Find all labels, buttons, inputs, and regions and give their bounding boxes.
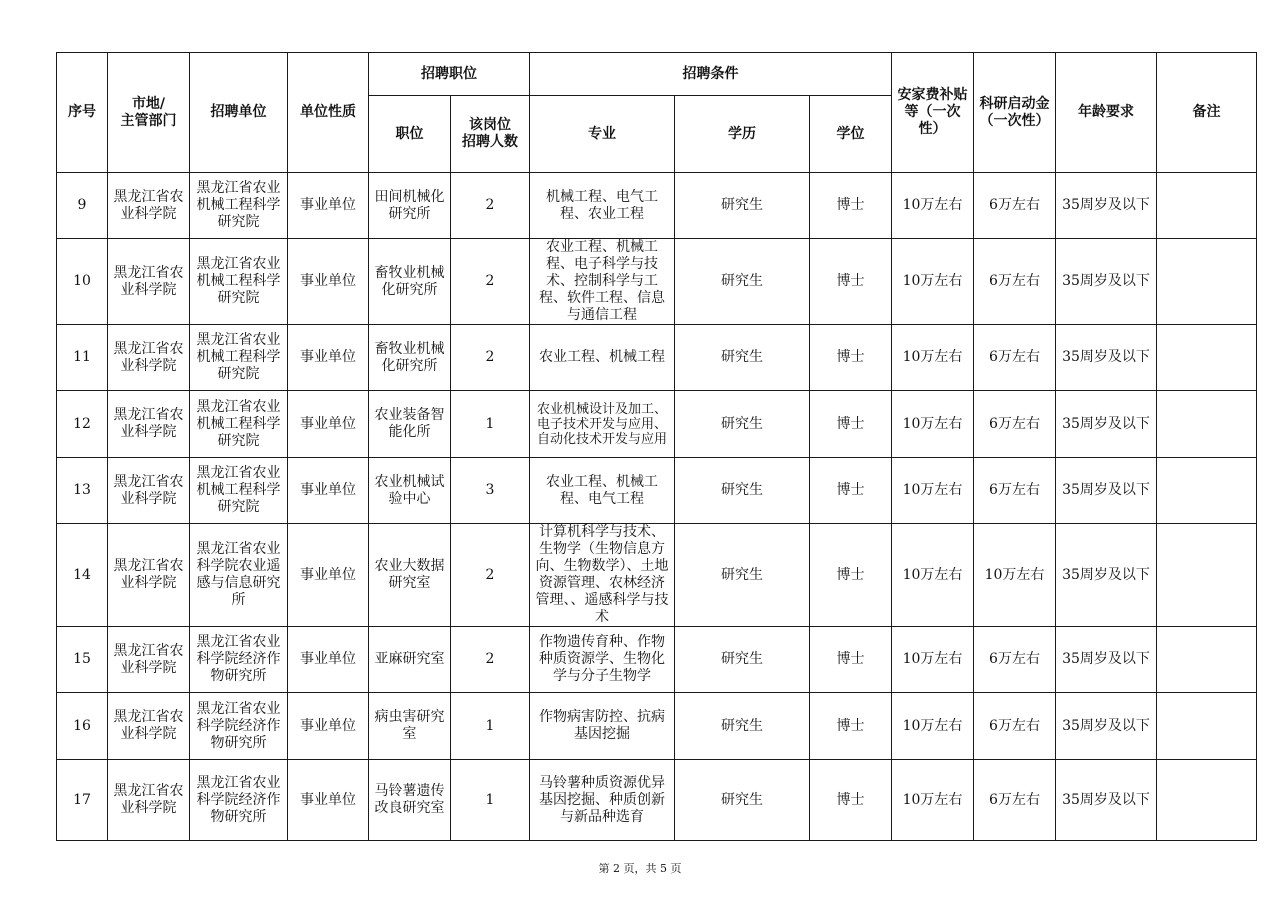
header-degree: 学位 bbox=[810, 96, 892, 173]
cell-degree: 博士 bbox=[810, 239, 892, 325]
cell-note bbox=[1157, 693, 1257, 760]
cell-note bbox=[1157, 239, 1257, 325]
cell-age: 35周岁及以下 bbox=[1056, 325, 1157, 391]
cell-position: 畜牧业机械化研究所 bbox=[369, 325, 451, 391]
cell-research: 6万左右 bbox=[974, 458, 1056, 524]
cell-nature: 事业单位 bbox=[288, 693, 369, 760]
table-row bbox=[57, 760, 1257, 841]
cell-education: 研究生 bbox=[675, 239, 810, 325]
cell-seq: 14 bbox=[57, 524, 108, 627]
cell-unit: 黑龙江省农业科学院经济作物研究所 bbox=[190, 627, 288, 693]
cell-note bbox=[1157, 627, 1257, 693]
cell-nature: 事业单位 bbox=[288, 173, 369, 239]
header-age: 年龄要求 bbox=[1056, 53, 1157, 173]
cell-nature: 事业单位 bbox=[288, 524, 369, 627]
cell-education: 研究生 bbox=[675, 693, 810, 760]
header-settle: 安家费补贴等（一次性） bbox=[892, 53, 974, 173]
cell-research: 6万左右 bbox=[974, 173, 1056, 239]
cell-unit: 黑龙江省农业科学院经济作物研究所 bbox=[190, 693, 288, 760]
cell-settle: 10万左右 bbox=[892, 391, 974, 458]
header-research: 科研启动金（一次性） bbox=[974, 53, 1056, 173]
cell-major: 马铃薯种质资源优异基因挖掘、种质创新与新品种选育 bbox=[530, 760, 675, 841]
cell-dept: 黑龙江省农业科学院 bbox=[108, 239, 190, 325]
cell-research: 10万左右 bbox=[974, 524, 1056, 627]
cell-research: 6万左右 bbox=[974, 239, 1056, 325]
cell-research: 6万左右 bbox=[974, 627, 1056, 693]
cell-age: 35周岁及以下 bbox=[1056, 239, 1157, 325]
cell-education: 研究生 bbox=[675, 524, 810, 627]
cell-seq: 11 bbox=[57, 325, 108, 391]
cell-nature: 事业单位 bbox=[288, 391, 369, 458]
cell-unit: 黑龙江省农业科学院经济作物研究所 bbox=[190, 760, 288, 841]
cell-nature: 事业单位 bbox=[288, 627, 369, 693]
cell-unit: 黑龙江省农业科学院农业遥感与信息研究所 bbox=[190, 524, 288, 627]
cell-degree: 博士 bbox=[810, 760, 892, 841]
cell-seq: 9 bbox=[57, 173, 108, 239]
table-row bbox=[57, 391, 1257, 458]
cell-nature: 事业单位 bbox=[288, 239, 369, 325]
cell-unit: 黑龙江省农业机械工程科学研究院 bbox=[190, 325, 288, 391]
cell-dept: 黑龙江省农业科学院 bbox=[108, 693, 190, 760]
cell-settle: 10万左右 bbox=[892, 173, 974, 239]
table-row bbox=[57, 173, 1257, 239]
header-count-label: 该岗位 招聘人数 bbox=[462, 117, 518, 150]
cell-position: 农业机械试验中心 bbox=[369, 458, 451, 524]
cell-seq: 17 bbox=[57, 760, 108, 841]
cell-count: 2 bbox=[451, 239, 530, 325]
header-major: 专业 bbox=[530, 96, 675, 173]
header-dept-label: 市地/ 主管部门 bbox=[120, 95, 177, 129]
cell-position: 畜牧业机械化研究所 bbox=[369, 239, 451, 325]
cell-seq: 10 bbox=[57, 239, 108, 325]
cell-dept: 黑龙江省农业科学院 bbox=[108, 458, 190, 524]
cell-seq: 13 bbox=[57, 458, 108, 524]
cell-major: 机械工程、电气工程、农业工程 bbox=[530, 173, 675, 239]
header-unit: 招聘单位 bbox=[190, 53, 288, 173]
cell-degree: 博士 bbox=[810, 524, 892, 627]
page-footer: 第 2 页，共 5 页 bbox=[598, 862, 682, 875]
cell-research: 6万左右 bbox=[974, 760, 1056, 841]
cell-settle: 10万左右 bbox=[892, 458, 974, 524]
cell-age: 35周岁及以下 bbox=[1056, 524, 1157, 627]
cell-settle: 10万左右 bbox=[892, 627, 974, 693]
header-position-group: 招聘职位 bbox=[369, 53, 530, 96]
cell-dept: 黑龙江省农业科学院 bbox=[108, 524, 190, 627]
cell-settle: 10万左右 bbox=[892, 760, 974, 841]
cell-count: 1 bbox=[451, 693, 530, 760]
cell-unit: 黑龙江省农业机械工程科学研究院 bbox=[190, 173, 288, 239]
cell-education: 研究生 bbox=[675, 325, 810, 391]
cell-seq: 15 bbox=[57, 627, 108, 693]
cell-position: 病虫害研究室 bbox=[369, 693, 451, 760]
cell-degree: 博士 bbox=[810, 693, 892, 760]
cell-age: 35周岁及以下 bbox=[1056, 391, 1157, 458]
cell-major: 作物病害防控、抗病基因挖掘 bbox=[530, 693, 675, 760]
cell-note bbox=[1157, 458, 1257, 524]
cell-count: 2 bbox=[451, 524, 530, 627]
cell-education: 研究生 bbox=[675, 627, 810, 693]
cell-position: 农业大数据研究室 bbox=[369, 524, 451, 627]
cell-major: 农业工程、机械工程、电子科学与技术、控制科学与工程、软件工程、信息与通信工程 bbox=[530, 239, 675, 325]
cell-settle: 10万左右 bbox=[892, 325, 974, 391]
cell-education: 研究生 bbox=[675, 458, 810, 524]
cell-count: 3 bbox=[451, 458, 530, 524]
table-row bbox=[57, 524, 1257, 627]
cell-position: 亚麻研究室 bbox=[369, 627, 451, 693]
cell-nature: 事业单位 bbox=[288, 325, 369, 391]
cell-age: 35周岁及以下 bbox=[1056, 458, 1157, 524]
cell-degree: 博士 bbox=[810, 458, 892, 524]
cell-dept: 黑龙江省农业科学院 bbox=[108, 173, 190, 239]
cell-count: 1 bbox=[451, 391, 530, 458]
cell-age: 35周岁及以下 bbox=[1056, 760, 1157, 841]
cell-age: 35周岁及以下 bbox=[1056, 627, 1157, 693]
cell-settle: 10万左右 bbox=[892, 524, 974, 627]
cell-nature: 事业单位 bbox=[288, 760, 369, 841]
cell-position: 田间机械化研究所 bbox=[369, 173, 451, 239]
cell-major: 作物遗传育种、作物种质资源学、生物化学与分子生物学 bbox=[530, 627, 675, 693]
cell-degree: 博士 bbox=[810, 325, 892, 391]
cell-major: 计算机科学与技术、生物学（生物信息方向、生物数学）、土地资源管理、农林经济管理、、遥感科学与技术 bbox=[530, 524, 675, 627]
cell-dept: 黑龙江省农业科学院 bbox=[108, 325, 190, 391]
header-position: 职位 bbox=[369, 96, 451, 173]
cell-unit: 黑龙江省农业机械工程科学研究院 bbox=[190, 391, 288, 458]
cell-settle: 10万左右 bbox=[892, 239, 974, 325]
cell-count: 1 bbox=[451, 760, 530, 841]
cell-degree: 博士 bbox=[810, 173, 892, 239]
table-row bbox=[57, 325, 1257, 391]
cell-seq: 16 bbox=[57, 693, 108, 760]
cell-position: 马铃薯遗传改良研究室 bbox=[369, 760, 451, 841]
cell-note bbox=[1157, 391, 1257, 458]
cell-note bbox=[1157, 325, 1257, 391]
cell-age: 35周岁及以下 bbox=[1056, 693, 1157, 760]
cell-unit: 黑龙江省农业机械工程科学研究院 bbox=[190, 458, 288, 524]
header-count bbox=[451, 96, 530, 173]
cell-research: 6万左右 bbox=[974, 325, 1056, 391]
cell-position: 农业装备智能化所 bbox=[369, 391, 451, 458]
cell-seq: 12 bbox=[57, 391, 108, 458]
table-row bbox=[57, 458, 1257, 524]
cell-count: 2 bbox=[451, 173, 530, 239]
header-seq: 序号 bbox=[57, 53, 108, 173]
recruitment-table bbox=[56, 52, 1257, 841]
cell-settle: 10万左右 bbox=[892, 693, 974, 760]
table-row bbox=[57, 239, 1257, 325]
table-row bbox=[57, 627, 1257, 693]
cell-education: 研究生 bbox=[675, 760, 810, 841]
cell-nature: 事业单位 bbox=[288, 458, 369, 524]
cell-research: 6万左右 bbox=[974, 693, 1056, 760]
cell-major: 农业工程、机械工程 bbox=[530, 325, 675, 391]
cell-note bbox=[1157, 173, 1257, 239]
cell-education: 研究生 bbox=[675, 173, 810, 239]
cell-note bbox=[1157, 524, 1257, 627]
table-row bbox=[57, 693, 1257, 760]
cell-dept: 黑龙江省农业科学院 bbox=[108, 760, 190, 841]
header-dept bbox=[108, 53, 190, 173]
cell-degree: 博士 bbox=[810, 391, 892, 458]
cell-degree: 博士 bbox=[810, 627, 892, 693]
header-nature: 单位性质 bbox=[288, 53, 369, 173]
header-education: 学历 bbox=[675, 96, 810, 173]
cell-research: 6万左右 bbox=[974, 391, 1056, 458]
cell-age: 35周岁及以下 bbox=[1056, 173, 1157, 239]
cell-major: 农业工程、机械工程、电气工程 bbox=[530, 458, 675, 524]
cell-education: 研究生 bbox=[675, 391, 810, 458]
cell-count: 2 bbox=[451, 627, 530, 693]
cell-note bbox=[1157, 760, 1257, 841]
cell-major: 农业机械设计及加工、电子技术开发与应用、自动化技术开发与应用 bbox=[530, 391, 675, 458]
cell-count: 2 bbox=[451, 325, 530, 391]
cell-dept: 黑龙江省农业科学院 bbox=[108, 627, 190, 693]
header-note: 备注 bbox=[1157, 53, 1257, 173]
cell-dept: 黑龙江省农业科学院 bbox=[108, 391, 190, 458]
header-conditions-group: 招聘条件 bbox=[530, 53, 892, 96]
cell-unit: 黑龙江省农业机械工程科学研究院 bbox=[190, 239, 288, 325]
